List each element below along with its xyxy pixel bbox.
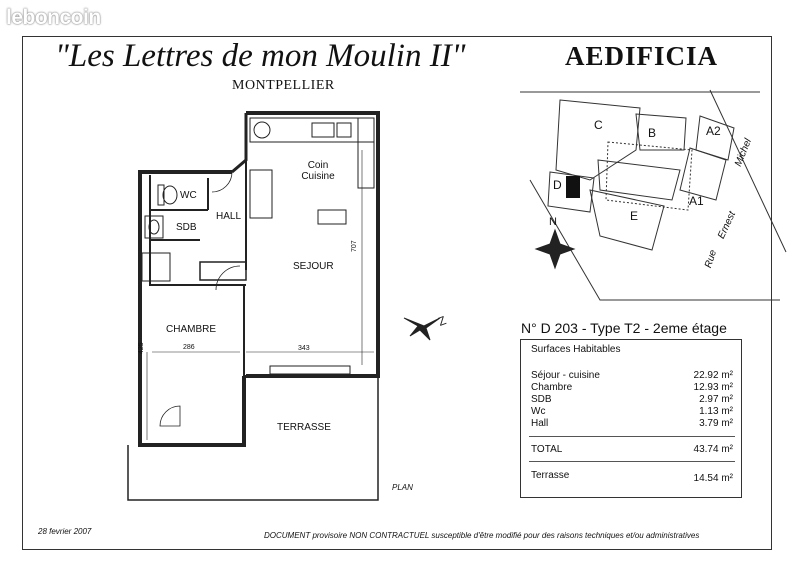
disclaimer-note: DOCUMENT provisoire NON CONTRACTUEL susceptible d'être modifié pour des raisons techniques et/ou administratives [264,531,700,540]
table-divider [529,461,735,462]
room-sdb: SDB [176,222,197,233]
room-coin-cuisine: Coin Cuisine [301,160,335,182]
site-north-label: N [549,216,557,228]
program-title: "Les Lettres de mon Moulin II" [55,38,466,74]
plan-label: PLAN [392,483,413,492]
dimension-286: 286 [183,344,195,351]
city-label: MONTPELLIER [232,78,335,93]
dimension-707: 707 [351,240,358,252]
room-terrasse: TERRASSE [277,422,331,433]
street-word-rue: Rue [703,248,720,270]
room-wc: WC [180,190,197,201]
table-row: Wc 1.13 m² [531,406,733,417]
svg-text:Z: Z [436,313,448,329]
surfaces-table [520,339,742,498]
site-block-d: D [553,178,562,192]
total-row: TOTAL 43.74 m² [531,444,733,455]
street-word-michel: Michel [733,137,755,169]
table-row: Séjour - cuisine 22.92 m² [531,370,733,381]
table-divider [529,436,735,437]
table-row: SDB 2.97 m² [531,394,733,405]
brand-logo: AEDIFICIA [565,41,719,71]
room-chambre: CHAMBRE [166,324,217,335]
table-row: Chambre 12.93 m² [531,382,733,393]
watermark-logo: leboncoin [6,6,101,29]
site-block-b: B [648,126,657,140]
table-row: Hall 3.79 m² [531,418,733,429]
dimension-343: 343 [298,345,310,352]
site-block-c: C [594,118,603,132]
apartment-heading: N° D 203 - Type T2 - 2eme étage [521,320,727,336]
site-block-e: E [630,209,639,223]
street-word-ernest: Ernest [716,209,739,241]
terrace-row: Terrasse 14.54 m² [531,470,733,484]
document-date: 28 fevrier 2007 [38,527,92,536]
room-sejour: SEJOUR [293,261,334,272]
room-hall: HALL [216,211,242,222]
site-block-a1: A1 [689,194,704,208]
site-block-a2: A2 [706,124,721,138]
surfaces-table-title: Surfaces Habitables [531,344,621,355]
dimension-425: 425 [138,342,145,354]
